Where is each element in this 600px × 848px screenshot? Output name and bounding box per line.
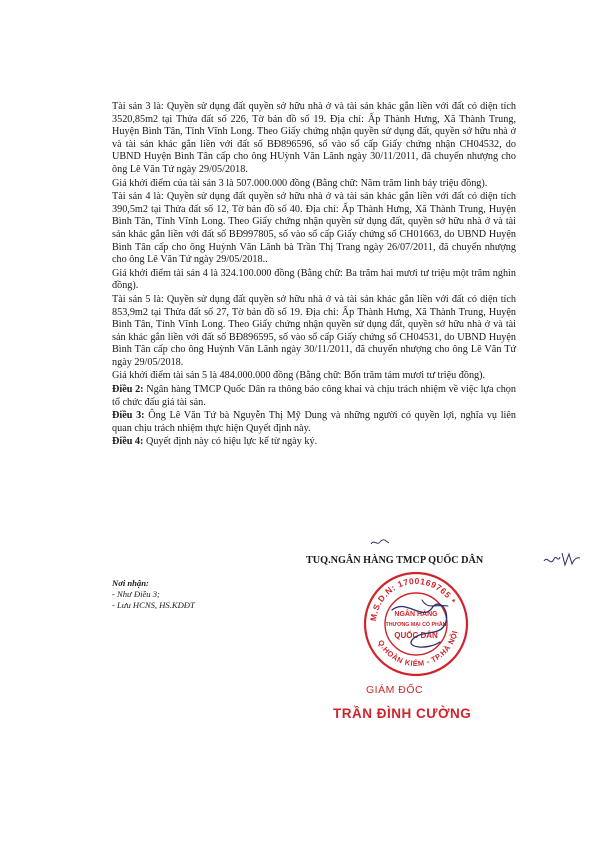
svg-text:Q.HOÀN KIẾM - TP.HÀ NỘI: Q.HOÀN KIẾM - TP.HÀ NỘI xyxy=(376,629,460,669)
recipient-item: - Lưu HCNS, HS.KDĐT xyxy=(112,600,195,610)
svg-text:QUỐC DÂN: QUỐC DÂN xyxy=(394,631,438,640)
article-2: Điều 2: Ngân hàng TMCP Quốc Dân ra thông báo công khai và chịu trách nhiệm về việc lựa chọn tổ chức đấu giá tài sản. xyxy=(112,384,516,408)
svg-text:M.S.D.N: 1700169765 *: M.S.D.N: 1700169765 * xyxy=(367,575,458,622)
recipients-list xyxy=(112,578,195,611)
signer-position: GIÁM ĐỐC xyxy=(366,684,424,696)
article-3: Điều 3: Ông Lê Văn Tứ bà Nguyễn Thị Mỹ Dung và những người có quyền lợi, nghĩa vụ liên quan chịu trách nhiệm thực hiện Quyết định này. xyxy=(112,410,516,434)
svg-text:THƯƠNG MẠI CỔ PHẦN: THƯƠNG MẠI CỔ PHẦN xyxy=(385,622,447,628)
signer-name: TRẦN ĐÌNH CƯỜNG xyxy=(333,706,472,721)
paragraph-asset-4-price: Giá khởi điểm tài sản 4 là 324.100.000 đồng (Bằng chữ: Ba trăm hai mươi tư triệu một trăm nghìn đồng). xyxy=(112,267,516,292)
initial-mark-title xyxy=(542,545,582,573)
paragraph-asset-3: Tài sản 3 là: Quyền sử dụng đất quyền sở hữu nhà ở và tài sản khác gắn liền với đất có diện tích 3520,85m2 tại Thửa đất số 226, Tờ bản đồ số 19. Địa chỉ: Ấp Thành Hưng, Xã Thành Trung, Huyện Bình Tân, Tỉnh Vĩnh Long. Theo Giấy chứng nhận quyền sử dụng đất, quyền sở hữu nhà ở và tài sản khác gắn liền với đất số BĐ896596, số vào sổ cấp Giấy chứng nhận CH04532, do UBND Huyện Bình Tân cấp cho ông HUỳnh Văn Lãnh ngày 30/11/2011, đã chuyển nhượng cho ông Lê Văn Tứ ngày 29/05/2018. xyxy=(112,101,516,175)
article-3-label: Điều 3: xyxy=(112,410,145,422)
article-2-label: Điều 2: xyxy=(112,384,144,396)
article-4-label: Điều 4: xyxy=(112,436,144,448)
article-4: Điều 4: Quyết định này có hiệu lực kể từ ngày ký. xyxy=(112,436,318,448)
paragraph-asset-5-price: Giá khởi điểm tài sản 5 là 484.000.000 đồng (Bằng chữ: Bốn trăm tám mươi tư triệu đồng). xyxy=(112,370,486,382)
paragraph-asset-4: Tài sản 4 là: Quyền sử dụng đất quyền sở hữu nhà ở và tài sản khác gắn liền với đất có diện tích 390,5m2 tại Thửa đất số 12, Tờ bản đồ số 40. Địa chỉ: Ấp Thành Hưng, Xã Thành Trung, Huyện Bình Tân, Tỉnh Vĩnh Long. Theo Giấy chứng nhận quyền sử dụng đất, quyền sở hữu nhà ở và tài sản khác gắn liền với đất số BĐ997805, số vào sổ cấp Giấy chứng số CH01663, do UBND Huyện Bình Tân cấp cho ông Huỳnh Văn Lãnh bà Trần Thị Trang ngày 26/07/2011, đã chuyển nhượng cho ông Lê Văn Tứ ngày 29/05/2018.. xyxy=(112,191,516,266)
company-seal-stamp xyxy=(362,570,470,678)
decision-body xyxy=(112,101,516,450)
svg-text:NGÂN HÀNG: NGÂN HÀNG xyxy=(394,611,438,618)
recipient-item: - Như Điều 3; xyxy=(112,589,160,599)
paragraph-asset-3-price: Giá khởi điểm của tài sản 3 là 507.000.000 đồng (Bằng chữ: Năm trăm linh bảy triệu đồng). xyxy=(112,177,488,189)
signer-authority-title: TUQ.NGÂN HÀNG TMCP QUỐC DÂN xyxy=(306,555,484,566)
initial-mark-article-4 xyxy=(370,537,390,547)
recipients-header: Nơi nhận: xyxy=(112,578,149,588)
paragraph-asset-5: Tài sản 5 là: Quyền sử dụng đất quyền sở hữu nhà ở và tài sản khác gắn liền với đất có diện tích 853,9m2 tại Thửa đất số 27, Tờ bản đồ số 19. Địa chỉ: Ấp Thành Hưng, Xã Thành Trung, Huyện Bình Tân, Tỉnh Vĩnh Long. Theo Giấy chứng nhận quyền sử dụng đất, quyền sở hữu nhà ở và tài sản khác gắn liền với đất số BĐ896595, số vào sổ cấp Giấy chứng số CH04531, do UBND Huyện Bình Tân cấp cho ông Huỳnh Văn Lãnh ngày 30/11/2011, đã chuyển nhượng cho ông Lê Văn Tứ ngày 29/05/2018. xyxy=(112,293,516,368)
